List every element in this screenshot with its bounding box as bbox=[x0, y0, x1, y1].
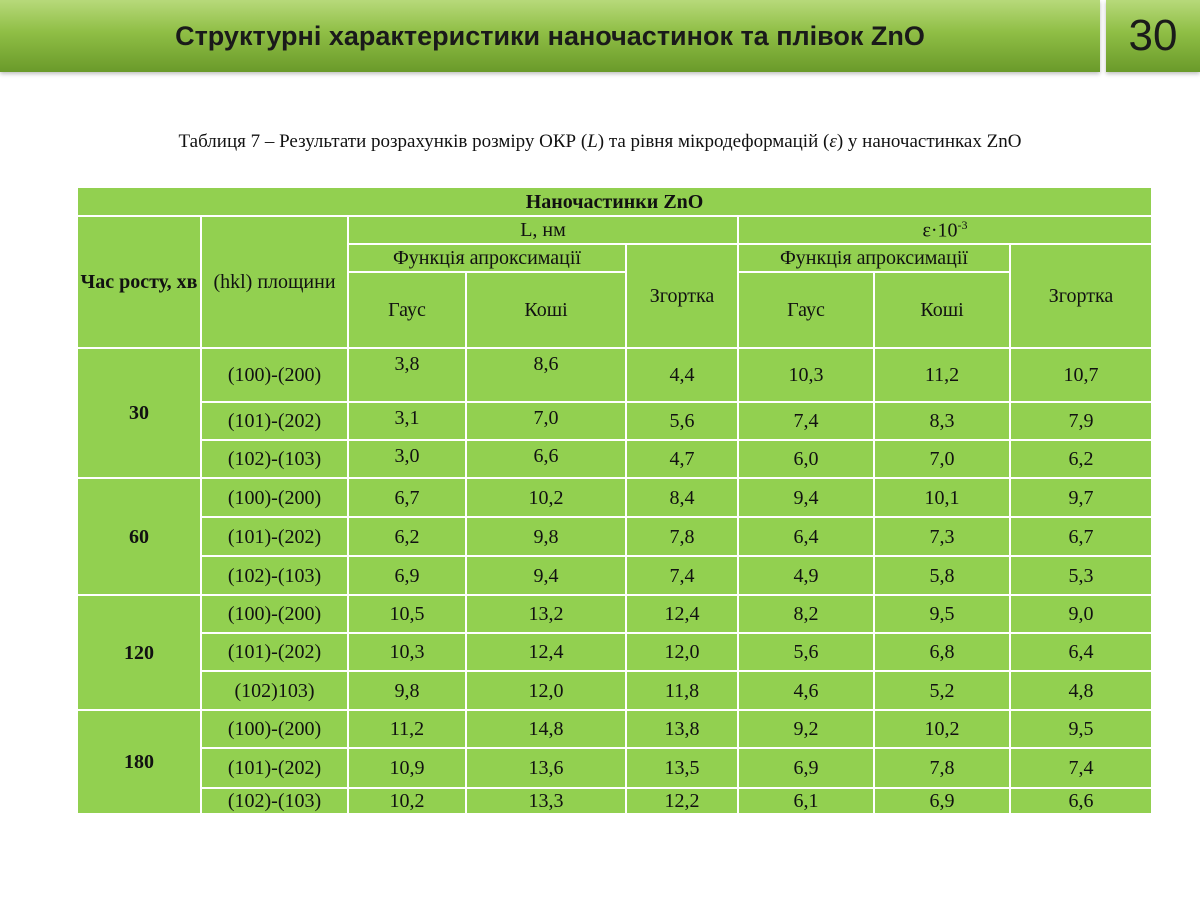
header-eps-base: ε·10 bbox=[922, 219, 958, 242]
table-row bbox=[77, 440, 1152, 478]
header-approx-function-l: Функція апроксимації bbox=[348, 244, 626, 272]
eps-cauchy-cell: 8,3 bbox=[874, 402, 1010, 440]
l-convolution-cell: 13,8 bbox=[626, 710, 738, 748]
header-eps-group bbox=[738, 216, 1152, 244]
growth-time-cell: 30 bbox=[77, 348, 201, 478]
header-convolution-eps: Згортка bbox=[1010, 244, 1152, 348]
eps-gauss-cell: 6,0 bbox=[738, 440, 874, 478]
planes-cell: (101)-(202) bbox=[201, 633, 348, 671]
table-row bbox=[77, 595, 1152, 633]
results-table bbox=[76, 186, 1153, 815]
growth-time-cell: 180 bbox=[77, 710, 201, 814]
eps-convolution-cell: 10,7 bbox=[1010, 348, 1152, 402]
caption-symbol-eps: ε bbox=[829, 131, 837, 152]
eps-cauchy-cell: 11,2 bbox=[874, 348, 1010, 402]
l-gauss-cell: 6,7 bbox=[348, 478, 466, 517]
caption-prefix: Таблиця 7 – Результати розрахунків розміру ОКР ( bbox=[178, 131, 588, 152]
planes-cell: (100)-(200) bbox=[201, 710, 348, 748]
eps-convolution-cell: 4,8 bbox=[1010, 671, 1152, 710]
l-cauchy-cell: 6,6 bbox=[466, 440, 626, 478]
growth-time-cell: 60 bbox=[77, 478, 201, 595]
l-gauss-cell: 10,5 bbox=[348, 595, 466, 633]
planes-cell: (101)-(202) bbox=[201, 402, 348, 440]
l-convolution-cell: 12,4 bbox=[626, 595, 738, 633]
eps-gauss-cell: 6,9 bbox=[738, 748, 874, 788]
eps-cauchy-cell: 7,8 bbox=[874, 748, 1010, 788]
l-gauss-cell: 10,9 bbox=[348, 748, 466, 788]
eps-convolution-cell: 6,2 bbox=[1010, 440, 1152, 478]
table-caption bbox=[0, 131, 1200, 153]
header-planes: (hkl) площини bbox=[201, 216, 348, 348]
l-cauchy-cell: 12,4 bbox=[466, 633, 626, 671]
l-convolution-cell: 13,5 bbox=[626, 748, 738, 788]
header-l-group: L, нм bbox=[348, 216, 738, 244]
table-row bbox=[77, 788, 1152, 814]
l-convolution-cell: 4,7 bbox=[626, 440, 738, 478]
table-row bbox=[77, 633, 1152, 671]
table-row bbox=[77, 478, 1152, 517]
l-convolution-cell: 4,4 bbox=[626, 348, 738, 402]
l-cauchy-cell: 14,8 bbox=[466, 710, 626, 748]
planes-cell: (102)103) bbox=[201, 671, 348, 710]
l-cauchy-cell: 8,6 bbox=[466, 348, 626, 402]
l-cauchy-cell: 12,0 bbox=[466, 671, 626, 710]
l-cauchy-cell: 9,4 bbox=[466, 556, 626, 595]
eps-convolution-cell: 9,7 bbox=[1010, 478, 1152, 517]
l-convolution-cell: 5,6 bbox=[626, 402, 738, 440]
l-gauss-cell: 6,9 bbox=[348, 556, 466, 595]
header-cauchy-l: Коші bbox=[466, 272, 626, 348]
eps-convolution-cell: 7,4 bbox=[1010, 748, 1152, 788]
l-cauchy-cell: 7,0 bbox=[466, 402, 626, 440]
l-convolution-cell: 12,2 bbox=[626, 788, 738, 814]
caption-suffix: ) у наночастинках ZnO bbox=[836, 131, 1022, 152]
eps-convolution-cell: 9,5 bbox=[1010, 710, 1152, 748]
l-gauss-cell: 3,0 bbox=[348, 440, 466, 478]
eps-cauchy-cell: 7,0 bbox=[874, 440, 1010, 478]
table-row bbox=[77, 348, 1152, 402]
eps-convolution-cell: 5,3 bbox=[1010, 556, 1152, 595]
table-row bbox=[77, 710, 1152, 748]
planes-cell: (102)-(103) bbox=[201, 440, 348, 478]
l-cauchy-cell: 13,6 bbox=[466, 748, 626, 788]
l-convolution-cell: 11,8 bbox=[626, 671, 738, 710]
eps-cauchy-cell: 10,2 bbox=[874, 710, 1010, 748]
header-gauss-eps: Гаус bbox=[738, 272, 874, 348]
l-gauss-cell: 10,3 bbox=[348, 633, 466, 671]
table-row bbox=[77, 671, 1152, 710]
eps-gauss-cell: 6,4 bbox=[738, 517, 874, 556]
eps-cauchy-cell: 10,1 bbox=[874, 478, 1010, 517]
eps-gauss-cell: 9,2 bbox=[738, 710, 874, 748]
planes-cell: (101)-(202) bbox=[201, 748, 348, 788]
eps-gauss-cell: 6,1 bbox=[738, 788, 874, 814]
planes-cell: (100)-(200) bbox=[201, 348, 348, 402]
l-gauss-cell: 11,2 bbox=[348, 710, 466, 748]
l-convolution-cell: 8,4 bbox=[626, 478, 738, 517]
eps-convolution-cell: 6,4 bbox=[1010, 633, 1152, 671]
table-section-title: Наночастинки ZnO bbox=[77, 187, 1152, 216]
table-row bbox=[77, 517, 1152, 556]
l-cauchy-cell: 9,8 bbox=[466, 517, 626, 556]
l-convolution-cell: 7,8 bbox=[626, 517, 738, 556]
eps-gauss-cell: 9,4 bbox=[738, 478, 874, 517]
l-cauchy-cell: 13,2 bbox=[466, 595, 626, 633]
l-convolution-cell: 7,4 bbox=[626, 556, 738, 595]
page-number: 30 bbox=[1106, 0, 1200, 72]
caption-middle: ) та рівня мікродеформацій ( bbox=[597, 131, 830, 152]
l-cauchy-cell: 13,3 bbox=[466, 788, 626, 814]
l-gauss-cell: 3,8 bbox=[348, 348, 466, 402]
planes-cell: (101)-(202) bbox=[201, 517, 348, 556]
eps-convolution-cell: 9,0 bbox=[1010, 595, 1152, 633]
eps-cauchy-cell: 5,2 bbox=[874, 671, 1010, 710]
growth-time-cell: 120 bbox=[77, 595, 201, 710]
planes-cell: (102)-(103) bbox=[201, 788, 348, 814]
slide-title: Структурні характеристики наночастинок та плівок ZnO bbox=[175, 20, 925, 51]
planes-cell: (100)-(200) bbox=[201, 595, 348, 633]
eps-gauss-cell: 4,6 bbox=[738, 671, 874, 710]
eps-cauchy-cell: 9,5 bbox=[874, 595, 1010, 633]
planes-cell: (102)-(103) bbox=[201, 556, 348, 595]
header-eps-exponent: -3 bbox=[957, 217, 968, 232]
l-gauss-cell: 3,1 bbox=[348, 402, 466, 440]
eps-gauss-cell: 4,9 bbox=[738, 556, 874, 595]
header-convolution-l: Згортка bbox=[626, 244, 738, 348]
header-time: Час росту, хв bbox=[77, 216, 201, 348]
l-gauss-cell: 10,2 bbox=[348, 788, 466, 814]
l-cauchy-cell: 10,2 bbox=[466, 478, 626, 517]
eps-cauchy-cell: 6,9 bbox=[874, 788, 1010, 814]
table-row bbox=[77, 402, 1152, 440]
table-row bbox=[77, 748, 1152, 788]
header-gauss-l: Гаус bbox=[348, 272, 466, 348]
l-gauss-cell: 6,2 bbox=[348, 517, 466, 556]
eps-cauchy-cell: 6,8 bbox=[874, 633, 1010, 671]
eps-gauss-cell: 10,3 bbox=[738, 348, 874, 402]
l-gauss-cell: 9,8 bbox=[348, 671, 466, 710]
eps-convolution-cell: 7,9 bbox=[1010, 402, 1152, 440]
header-approx-function-eps: Функція апроксимації bbox=[738, 244, 1010, 272]
l-convolution-cell: 12,0 bbox=[626, 633, 738, 671]
caption-symbol-l: L bbox=[587, 131, 598, 152]
eps-cauchy-cell: 7,3 bbox=[874, 517, 1010, 556]
eps-cauchy-cell: 5,8 bbox=[874, 556, 1010, 595]
eps-gauss-cell: 7,4 bbox=[738, 402, 874, 440]
eps-gauss-cell: 5,6 bbox=[738, 633, 874, 671]
eps-convolution-cell: 6,6 bbox=[1010, 788, 1152, 814]
eps-convolution-cell: 6,7 bbox=[1010, 517, 1152, 556]
header-cauchy-eps: Коші bbox=[874, 272, 1010, 348]
table-row bbox=[77, 556, 1152, 595]
eps-gauss-cell: 8,2 bbox=[738, 595, 874, 633]
planes-cell: (100)-(200) bbox=[201, 478, 348, 517]
